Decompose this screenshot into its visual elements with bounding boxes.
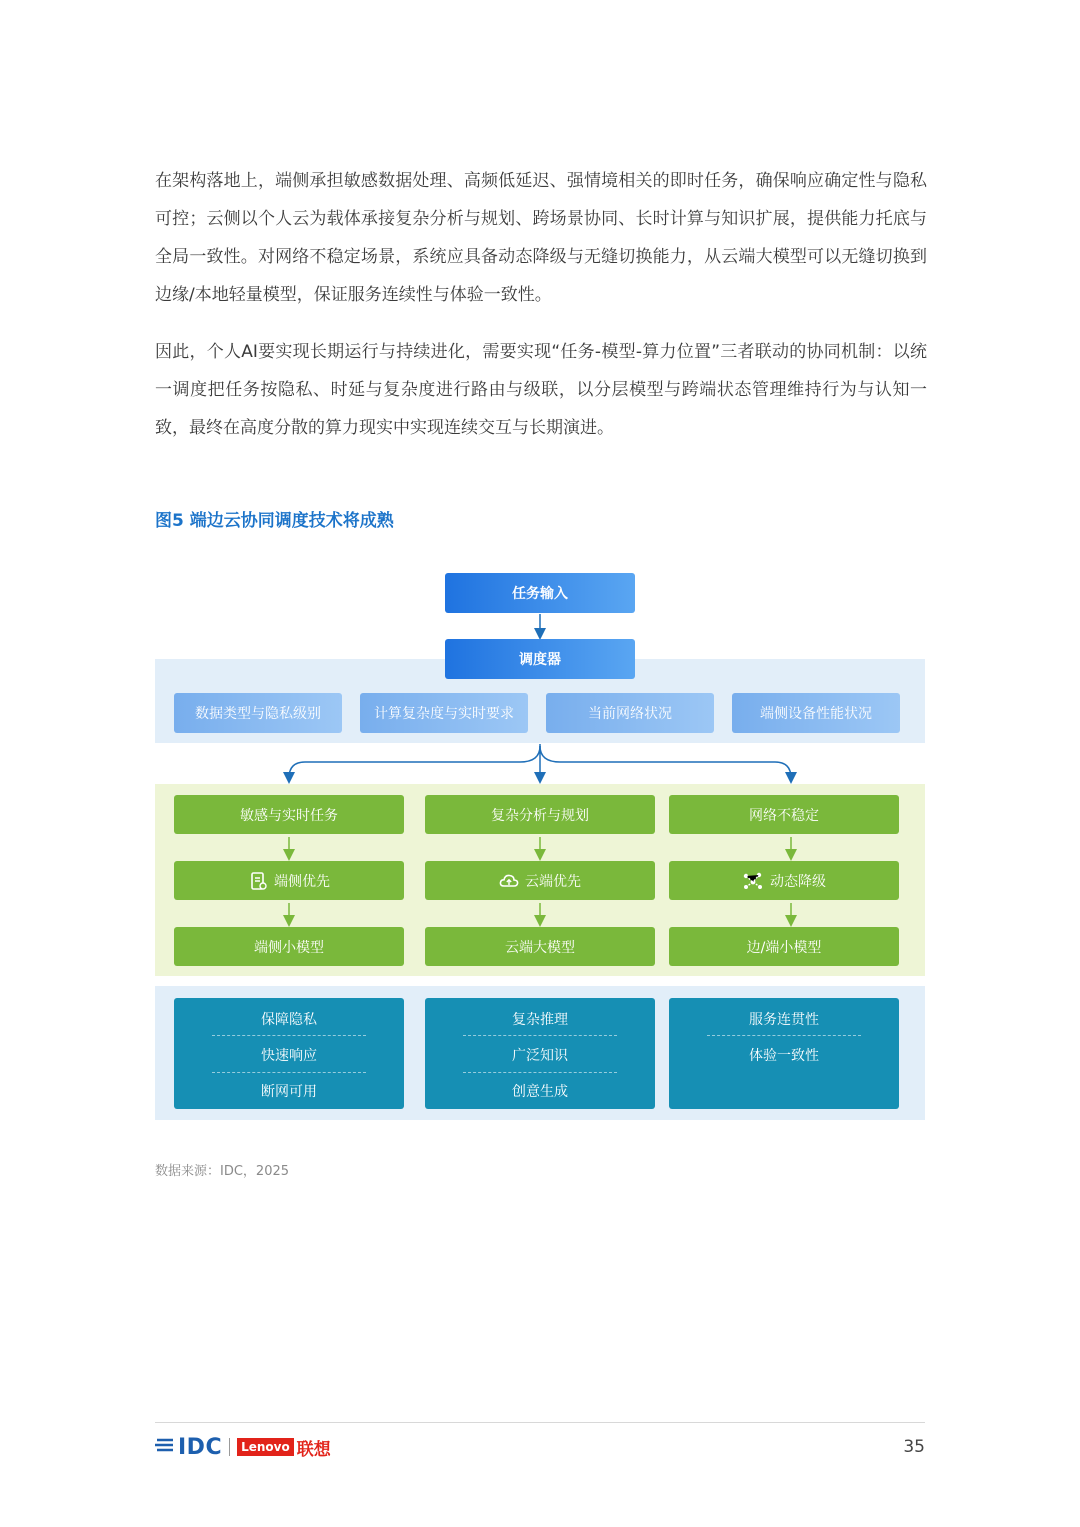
benefit-item: 断网可用 — [261, 1084, 317, 1100]
factor-device-performance: 端侧设备性能状况 — [732, 693, 900, 733]
task-input-node: 任务输入 — [445, 573, 635, 613]
divider — [463, 1035, 617, 1036]
priority-label: 端侧优先 — [274, 873, 330, 890]
scenario-complex-analysis: 复杂分析与规划 — [425, 795, 655, 834]
factor-network: 当前网络状况 — [546, 693, 714, 733]
divider — [707, 1035, 861, 1036]
scenario-network-unstable: 网络不稳定 — [669, 795, 899, 834]
figure-title: 图5 端边云协同调度技术将成熟 — [155, 511, 394, 531]
divider — [212, 1035, 366, 1036]
priority-label: 动态降级 — [770, 873, 826, 890]
arrow-right — [540, 746, 791, 778]
idc-logo-icon — [155, 1437, 175, 1457]
scheduler-node: 调度器 — [445, 639, 635, 679]
scenario-sensitive-realtime: 敏感与实时任务 — [174, 795, 404, 834]
lenovo-logo-cn: 联想 — [296, 1439, 331, 1460]
benefit-item: 保障隐私 — [261, 1012, 317, 1028]
benefit-item: 创意生成 — [512, 1084, 568, 1100]
priority-device-first — [174, 861, 404, 900]
model-edge-device-small: 边/端小模型 — [669, 927, 899, 966]
lenovo-logo: Lenovo — [237, 1438, 294, 1456]
footer-divider — [155, 1422, 925, 1423]
page-number: 35 — [903, 1437, 925, 1457]
model-device-small: 端侧小模型 — [174, 927, 404, 966]
factor-complexity: 计算复杂度与实时要求 — [360, 693, 528, 733]
priority-label: 云端优先 — [525, 873, 581, 890]
footer-logos — [155, 1434, 331, 1460]
body-paragraph-2: 因此，个人AI要实现长期运行与持续进化，需要实现“任务-模型-算力位置”三者联动的协同机制：以统一调度把任务按隐私、时延与复杂度进行路由与级联，以分层模型与跨端状态管理维持行为与认知一致，最终在高度分散的算力现实中实现连续交互与长期演进。 — [155, 342, 927, 438]
figure-source: 数据来源：IDC，2025 — [155, 1164, 290, 1179]
logo-separator — [229, 1438, 230, 1456]
benefits-device — [174, 998, 404, 1109]
model-cloud-large: 云端大模型 — [425, 927, 655, 966]
divider — [463, 1072, 617, 1073]
benefit-item: 服务连贯性 — [749, 1012, 819, 1028]
benefits-edge — [669, 998, 899, 1109]
benefit-item: 体验一致性 — [749, 1048, 819, 1064]
priority-dynamic-downgrade — [669, 861, 899, 900]
benefit-item: 广泛知识 — [512, 1048, 568, 1064]
network-icon — [742, 871, 764, 891]
divider — [212, 1072, 366, 1073]
benefit-item: 复杂推理 — [512, 1012, 568, 1028]
arrow-left — [289, 746, 540, 778]
cloud-icon — [499, 872, 519, 890]
priority-cloud-first — [425, 861, 655, 900]
body-paragraph-1: 在架构落地上，端侧承担敏感数据处理、高频低延迟、强情境相关的即时任务，确保响应确定性与隐私可控；云侧以个人云为载体承接复杂分析与规划、跨场景协同、长时计算与知识扩展，提供能力托底与全局一致性。对网络不稳定场景，系统应具备动态降级与无缝切换能力，从云端大模型可以无缝切换到边缘/本地轻量模型，保证服务连续性与体验一致性。 — [155, 171, 927, 305]
idc-logo: IDC — [178, 1434, 223, 1460]
device-icon — [248, 871, 268, 891]
factor-privacy: 数据类型与隐私级别 — [174, 693, 342, 733]
benefits-cloud — [425, 998, 655, 1109]
benefit-item: 快速响应 — [261, 1048, 317, 1064]
